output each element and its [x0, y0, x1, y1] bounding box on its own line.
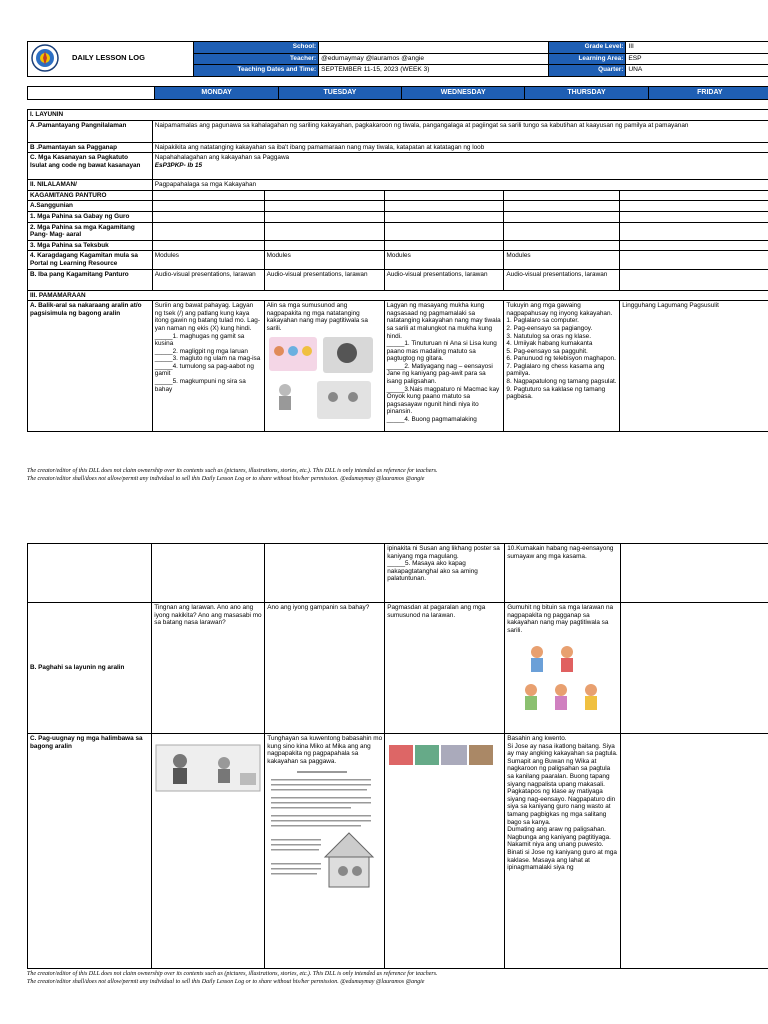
- iba-wed: Audio-visual presentations, larawan: [384, 269, 504, 290]
- balik-wed: Lagyan ng masayang mukha kung nagsasaad ng pagmamalaki sa natatanging kakayahan nang may tiwala sa sarili at malungkot na mukha kung hindi. _____1. Tinuturuan ni Ana si Lisa kung paano mas madaling matuto sa pagtugtog ng gitara. _____2. Matiyagang nag – eensayosi Jane ng kaniyang pag-awit para sa isang paligsahan. _____3.Nais magpaturo ni Macmac kay Onyok kung paano matuto sa pagsasayaw ngunit hindi niya ito pinansin. _____4. Buong pagmamalaking: [384, 301, 504, 432]
- section-layunin: I. LAYUNIN: [28, 110, 768, 121]
- ugnay-thu: Basahin ang kwento. Si Jose ay nasa ikatlong baitang. Siya ay may angking kakayahan sa pagtula. Sumapit ang Buwan ng Wika at nagkaroon ng paligsahan sa pagtula sa kanilang paaralan. Buong tapang siyang nagpalista upang makasali. Pagkatapos ng klase ay matiyaga siyang nag-eensayo. Nagpapaturo din siya sa kaniyang guro nang wasto at tamang pagbigkas ng mga salitang bago sa kanya. Dumating ang araw ng paligsahan. Nagbunga ang kaniyang pagtitiyaga. Nakamit niya ang unang puwesto. Binati si Jose ng kaniyang guro at mga kaklase. Masaya ang lahat at ipinagmamalaki siya ng: [505, 734, 621, 969]
- area-value: ESP: [626, 53, 768, 65]
- kasanayan-cell: [152, 153, 768, 180]
- kasanayan-code: EsP3PKP- Ib 15: [154, 161, 203, 169]
- grade-value: III: [626, 42, 768, 54]
- kasanayan-label: C. Mga Kasanayan sa Pagkatuto Isulat ang code ng bawat kasanayan: [28, 153, 153, 180]
- day-wednesday: WEDNESDAY: [402, 87, 525, 100]
- section-pamamaraan: III. PAMAMARAAN: [28, 290, 768, 301]
- lesson-table-continued: [27, 543, 768, 969]
- iba-mon: Audio-visual presentations, larawan: [152, 269, 264, 290]
- kagamitan-label: KAGAMITANG PANTURO: [28, 190, 153, 201]
- dates-value: SEPTEMBER 11-15, 2023 (WEEK 3): [319, 65, 549, 77]
- star-drawing-illustration-icon: [507, 638, 617, 718]
- paghahi-thu: Gumuhit ng bituin sa mga larawan na nagpapakita ng pagganap sa kakayahan nang may pagtitiwala sa sarili.: [507, 604, 614, 634]
- karagdagang-tue: Modules: [264, 251, 384, 269]
- karagdagang-wed: Modules: [384, 251, 504, 269]
- ugnay-tue: Tunghayan sa kuwentong babasahin mo kung sino kina Miko at Mika ang ang nagpapakita ng pagpapahala sa kakayahan sa paggawa.: [267, 735, 383, 765]
- day-tuesday: TUESDAY: [278, 87, 401, 100]
- kasanayan-text: Napahahalagahan ang kakayahan sa Paggawa: [154, 154, 290, 162]
- ugnay-tue-cell: [265, 734, 385, 969]
- teksbuk-label: 3. Mga Pahina sa Teksbuk: [28, 240, 153, 251]
- teacher-value: @edumaymay @lauramos @angie: [319, 53, 549, 65]
- cont-wed: ipinakita ni Susan ang likhang poster sa kaniyang mga magulang. _____5. Masaya ako kapag nakapagtatanghal ako sa aming palatuntunan.: [385, 544, 505, 603]
- kagamitang-pang-label: 2. Mga Pahina sa mga Kagamitang Pang- Mag- aaral: [28, 222, 153, 240]
- day-monday: MONDAY: [155, 87, 278, 100]
- quarter-value: UNA: [626, 65, 768, 77]
- iba-tue: Audio-visual presentations, larawan: [264, 269, 384, 290]
- dates-label: Teaching Dates and Time:: [193, 65, 319, 77]
- day-friday: FRIDAY: [648, 87, 768, 100]
- balik-tue-cell: [264, 301, 384, 432]
- classroom-illustration-icon: [154, 743, 262, 793]
- area-label: Learning Area:: [549, 53, 626, 65]
- disclaimer-line1-p2: The creator/editor of this DLL does not claim ownership over its contents such as (pictures, illustrations, stories, etc.). This DLL is only intended as reference for teachers.: [27, 971, 438, 977]
- sanggunian-label: A.Sanggunian: [28, 201, 153, 212]
- pagganap-text: Naipakikita ang natatanging kakayahan sa iba't ibang pamamaraan nang may tiwala, katapatan at katatagan ng loob: [152, 142, 768, 153]
- nilalaman-text: Pagpapahalaga sa mga Kakayahan: [152, 180, 768, 191]
- disclaimer-line1: The creator/editor of this DLL does not claim ownership over its contents such as (pictures, illustrations, stories, etc.). This DLL is only intended as reference for teachers.: [27, 468, 438, 474]
- quarter-label: Quarter:: [549, 65, 626, 77]
- kids-illustration-icon: [267, 335, 377, 425]
- day-header-blank: [28, 87, 155, 100]
- disclaimer-line2: The creator/editor shall/does not allow/permit any individual to sell this Daily Lesson Log or to share without his/her permission. @edumaymay @lauramos @angie: [27, 476, 425, 482]
- disclaimer-line2-p2: The creator/editor shall/does not allow/permit any individual to sell this Daily Lesson Log or to share without his/her permission. @edumaymay @lauramos @angie: [27, 979, 425, 985]
- iba-thu: Audio-visual presentations, larawan: [504, 269, 620, 290]
- lesson-table: [27, 109, 768, 432]
- deped-seal-icon: [31, 44, 59, 72]
- ugnay-label: C. Pag-uugnay ng mga halimbawa sa bagong aralin: [28, 734, 152, 969]
- day-thursday: THURSDAY: [525, 87, 648, 100]
- nilalaman-label: II. NILALAMAN/: [28, 180, 153, 191]
- balik-label: A. Balik-aral sa nakaraang aralin at/o pagsisimula ng bagong aralin: [28, 301, 153, 432]
- gabay-label: 1. Mga Pahina sa Gabay ng Guro: [28, 211, 153, 222]
- header-table: [27, 41, 768, 77]
- karagdagang-mon: Modules: [152, 251, 264, 269]
- pamantayang-text: Naipamamalas ang pagunawa sa kahalagahan ng sariling kakayahan, pagkakaroon ng tiwala, pangangalaga at pagiingat sa sarili tungo sa kabutihan at kaayusan ng pamilya at pamayanan: [152, 120, 768, 142]
- ugnay-mon-cell: [152, 734, 265, 969]
- grade-label: Grade Level:: [549, 42, 626, 54]
- iba-label: B. Iba pang Kagamitang Panturo: [28, 269, 153, 290]
- day-header: [27, 86, 768, 100]
- ugnay-wed-cell: [385, 734, 505, 969]
- balik-mon: Suriin ang bawat pahayag. Lagyan ng tsek (/) ang patlang kung kaya itong gawin ng batang tulad mo. Lag-yan naman ng ekis (X) kung hindi. _____1. maghugas ng gamit sa kusina _____2. magligpit ng mga laruan _____3. magluto ng ulam na mag-isa _____4. tumulong sa pag-aabot ng gamit _____5. magkumpuni ng sira sa bahay: [152, 301, 264, 432]
- balik-thu: Tukuyin ang mga gawaing nagpapahusay ng inyong kakayahan. 1. Paglalaro sa computer. 2. Pag-eensayo sa pagiangoy. 3. Natutulog sa oras ng klase. 4. Umiiyak habang kumakanta 5. Pag-eensayo sa pagguhit. 6. Panunuod ng telebisyon maghapon. 7. Paglalaro ng chess kasama ang pamilya. 8. Nagpapatulong ng tamang pagsulat. 9. Pagtuturo sa kaklase ng tamang pagbasa.: [504, 301, 620, 432]
- karagdagang-thu: Modules: [504, 251, 620, 269]
- pagganap-label: B .Pamantayan sa Pagganap: [28, 142, 153, 153]
- paghahi-tue: Ano ang iyong gampanin sa bahay?: [265, 603, 385, 734]
- cont-thu: 10.Kumakain habang nag-eensayong sumayaw ang mga kasama.: [505, 544, 621, 603]
- paghahi-thu-cell: [505, 603, 621, 734]
- story-text-image-icon: [267, 767, 377, 907]
- teacher-label: Teacher:: [193, 53, 319, 65]
- pamantayang-label: A .Pamantayang Pangnilalaman: [28, 120, 153, 142]
- logo-cell: [28, 42, 194, 77]
- balik-fri: Lingguhang Lagumang Pagsusulit: [620, 301, 768, 432]
- page-title: DAILY LESSON LOG: [72, 53, 145, 62]
- disclaimer-page1: [27, 467, 767, 483]
- paghahi-mon: Tingnan ang larawan. Ano ano ang iyong nakikita? Ano ang masasabi mo sa batang nasa larawan?: [152, 603, 265, 734]
- school-value: [319, 42, 549, 54]
- paghahi-label: B. Paghahi sa layunin ng aralin: [28, 603, 152, 734]
- school-label: School:: [193, 42, 319, 54]
- karagdagang-label: 4. Karagdagang Kagamitan mula sa Portal ng Learning Resource: [28, 251, 153, 269]
- balik-tue: Alin sa mga sumusunod ang nagpapakita ng mga natatanging kakayahan nang may pagtitiwala sa sarili.: [266, 302, 368, 332]
- paghahi-wed: Pagmasdan at pagaralan ang mga sumusunod na larawan.: [385, 603, 505, 734]
- disclaimer-page2: [27, 970, 767, 986]
- pictures-row-icon: [387, 739, 497, 771]
